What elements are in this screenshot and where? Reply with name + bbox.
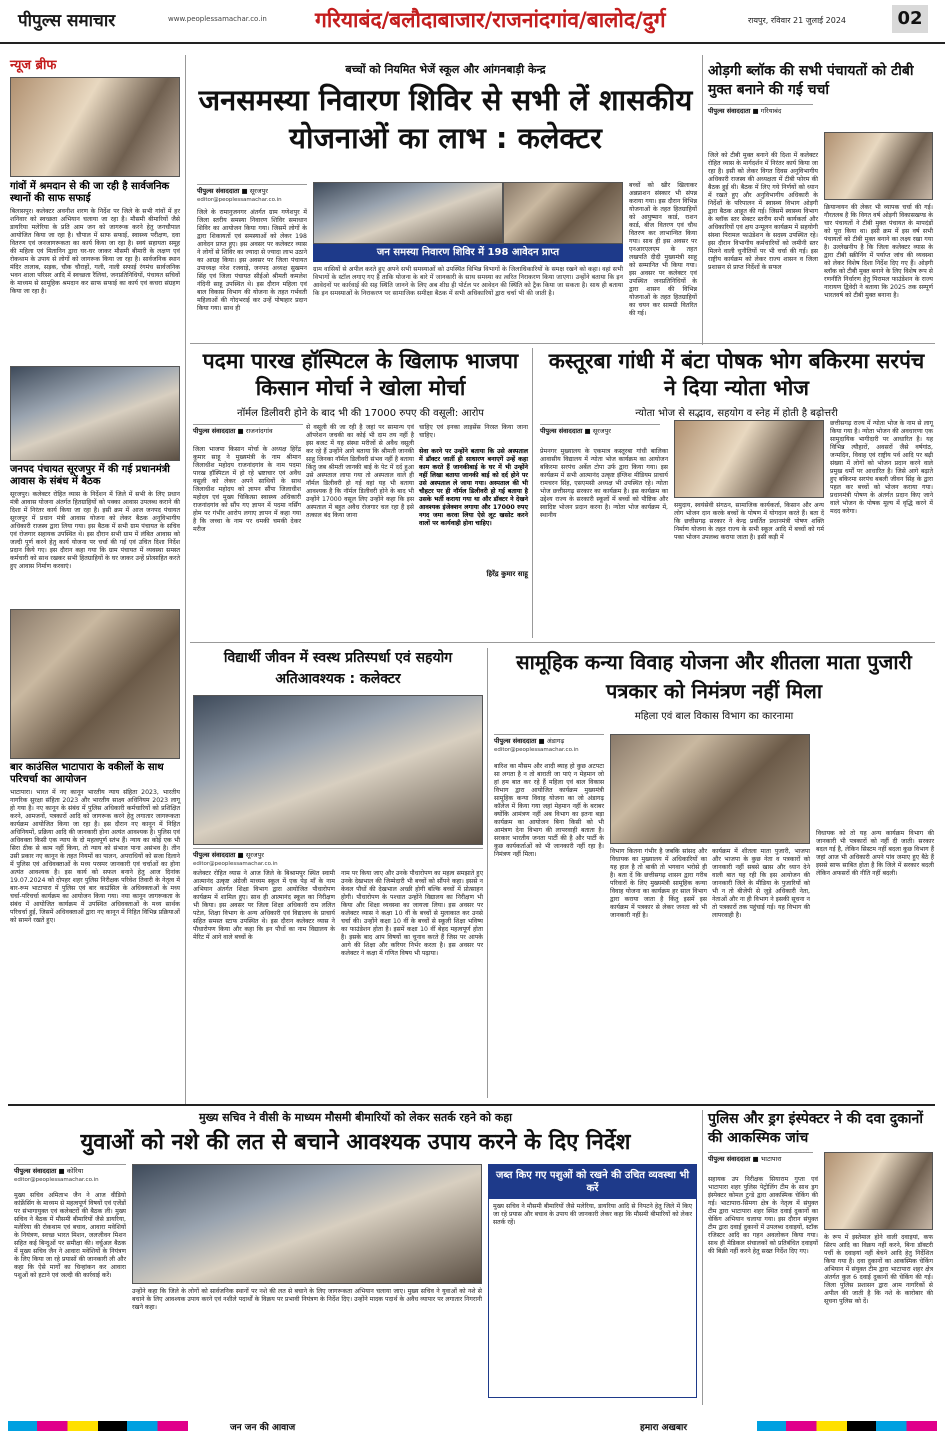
youth-story [14,1110,697,1405]
brief-photo-2 [10,366,180,461]
lead-photo-text: ग्राम वासियों से अपील करते हुए अपने सभी समस्याओं को उपस्थित विभिन्न विभागों के जिलाधिकारियों के समक्ष रखने को कहा। वहां सभी विभागों के स्टॉल लगाए गए हैं ताकि योजना के बारे में जानकारी के साथ समस्या का त्वरित निराकरण किया जाएगा। उन्होंने बताया कि इन आवेदनों पर कार्रवाई की सह स्थिति जानने के लिए अब शीघ्र ही पोर्टल पर आवेदन की स्थिति को ट्रैक किया जा सकता है। साथ ही बताया कि इन समस्याओं के निराकरण पर सामाजिक समीक्षा बैठक में सभी अधिकारियों द्वारा चर्चा भी की जाती है। [313,266,626,297]
padma-pullquote: सेवा करने पर उन्होंने बताया कि उसे अस्पताल में डॉक्टर जातीं ही साधारण बनाएगें उन्हें कहा काम करते हैं जानकीबाई के घर में भी उन्होंने नहीं लिखा बताया जानकी बाई को दर्द होने पर उसे अस्पताल ले जाया गया। अस्पताल की भी चौहटर पर ही नॉर्मल डिलीवरी हो गई बताया है उसके भर्ती कराया गया था और डॉक्टर ने देखने आवश्यक इंजेक्शन लगाया और 17000 रुपए नगद जमा करवा लिया ऐसे लूट खसोट करने वालों पर कार्यवाही होना चाहिए। [419,448,531,527]
brief-body-1: बिलासपुर। कलेक्टर अवनीश शरण के निर्देश पर जिले के सभी गांवों में हर शनिवार को स्वच्छता अभियान चलाया जा रहा है। मौसमी बीमारियों जैसे डायरिया मलेरिया के प्रति आम जन को जागरूक करने हेतु जनचौपाल आयोजित किया जा रहा है। चौपाल में साफ सफाई, स्वास्थ्य परीक्षण, दवा वितरण एवं जनजागरूकता का कार्य किया जा रहा है। स्वयं सहायता समूह की महिला एवं मितानिन द्वारा घर-घर जाकर मौसमी बीमारी के लक्षण एवं रोकथाम के उपाय से लोगों को जागरूक किया जा रहा है। सार्वजनिक स्थान मंदिर तालाब, सड़क, चौक चौराहों, गली, नाली सफाई रंगमंच सार्वजनिक भवन शाला परिसर आदि में स्वच्छता रैलियां, जनप्रतिनिधियों, पंचायत सचिवों के माध्यम से सामूहिक श्रमदान कर साफ सफाई का कार्य एवं कचरा संग्रहण किया जा रहा है। [10,208,182,295]
youth-box-text: मुख्य सचिव ने मौसमी बीमारियों जैसे मलेरिया, डायरिया आदि से निपटने हेतु जिले में किए जा रहे प्रयास और बचाव के उपाय की जानकारी लेकर कहा कि मौसमी बीमारियों को लेकर सतर्क रहें। [493,1203,694,1226]
police-photo [824,1152,933,1230]
column-divider [185,55,186,1105]
youth-byline-place: कोरिया [66,1167,84,1175]
tb-story [708,62,933,337]
column-divider-4 [487,648,488,1098]
marriage-byline: पीपुल्स संवाददाता ■ अंडागढ़ editor@peoplessamachar.co.in [494,734,604,755]
lead-story [193,62,699,317]
tb-byline-place: गरियाबंद [760,107,782,115]
tb-byline-name: पीपुल्स संवाददाता [708,107,751,115]
student-headline: विद्यार्थी जीवन में स्वस्थ प्रतिस्पर्धा एवं सहयोग अतिआवश्यक : कलेक्टर [223,650,453,687]
kasturba-byline-name: पीपुल्स संवाददाता [540,427,583,435]
student-email: editor@peoplessamachar.co.in [193,861,278,867]
footer-right-text: हमारा अखबार [640,1423,688,1433]
brief-photo-3 [10,609,180,759]
youth-kicker: मुख्य सचिव ने वीसी के माध्यम मौसमी बीमारियों को लेकर सतर्क रहने को कहा [198,1111,513,1124]
padma-story [193,348,531,638]
brief-headline-3: बार काउंसिल भाटापारा के वकीलों के साथ परिचर्चा का आयोजन [10,762,164,785]
youth-body-2: उन्होंने कहा कि जिले के लोगों को सार्वजनिक स्थानों पर नशे की लत से बचाने के लिए जागरूकता अभियान चलाया जाए। मुख्य सचिव ने युवाओं को नशे से बचाने के लिए आवश्यक उपाय करने एवं नशीले पदार्थों के विक्रय पर प्रभावी नियंत्रण के निर्देश दिए। उन्होंने मादक पदार्थ के अवैध व्यापार पर लगातार निगरानी रखने कहा। [132,1288,484,1311]
police-story [708,1110,933,1405]
marriage-story [494,648,934,1098]
row-divider-3 [8,1104,935,1106]
police-headline: पुलिस और ड्रग इंस्पेक्टर ने की दवा दुकानों की आकस्मिक जांच [708,1111,923,1146]
marriage-email: editor@peoplessamachar.co.in [494,747,579,753]
website: www.peoplessamachar.co.in [168,15,267,23]
kasturba-byline-place: सूरजपुर [592,427,611,435]
column-divider-2 [702,55,703,345]
marriage-body-3: कार्यक्रम में शीतला माता पुजारी, भाजपा और भाजपा के कुछ नेता व पत्रकारों को जानकारी नहीं सबसे खास और ध्यान देने वाली बात यह रही कि इस आयोजन की जानकारी जिले के मीडिया के पुजारियों को भी न तो बीजेपी से जुड़े अधिकारी नेता, नेताओं और ना ही विभाग ने इसकी सूचना न तो पत्रकारों तक पहुंचाई गई। यह विभाग की लापरवाही है। [712,848,812,919]
padma-byline-place: राजनांदगांव [245,427,273,435]
padma-subhead: नॉर्मल डिलीवरी होने के बाद भी की 17000 रुपए की वसूली: आरोप [237,408,484,419]
lead-byline: पीपुल्स संवाददाता ■ सूरजपुर editor@peoplessamachar.co.in [197,184,307,205]
lead-photo-caption: जन समस्या निवारण शिविर में 198 आवेदन प्राप्त [313,244,623,262]
column-divider-5 [702,1110,703,1405]
lead-photo-2 [503,182,623,244]
brief-body-2: सूरजपुर। कलेक्टर रोहित व्यास के निर्देशन में जिले में सभी के लिए प्रधान मंत्री आवास योजना अंतर्गत हितग्राहियों को पक्का आवास उपलब्ध कराने की दिशा में निरंतर कार्य किया जा रहा है। इसी क्रम में आज जनपद पंचायत सूरजपुर में प्रधान मंत्री आवास योजना को लेकर बैठक अनुविभागीय अधिकारी राजस्व द्वारा लिया गया। इस बैठक में सभी ग्राम पंचायत के सचिव एवं रोजगार सहायक उपस्थित थे। इस दौरान सभी ग्राम में लंबित आवास को जल्दी पूर्ण करने हेतु कार्य योजना पर चर्चा की गई एवं उचित दिशा निर्देश प्रदान किये गए। इस दौरान कहा गया कि ग्राम पंचायत में व्यवस्था समस्त कर्मचारी को साथ रखकर सभी हितग्राहियों के घर जाकर उन्हें प्रोत्साहित करते हुए आवास निर्माण करवाएं। [10,491,182,570]
tb-headline: ओड़गी ब्लॉक की सभी पंचायतों को टीबी मुक्त बनाने की गई चर्चा [708,63,914,98]
marriage-byline-place: अंडागढ़ [546,737,565,745]
marriage-body-4: विधायक को तो यह अन्य कार्यक्रम विभाग की जानकारी भी पत्रकारों को नहीं दी जाती। सरकार बदल गई है, लेकिन सिस्टम नहीं बदला कुछ विभाग हैं जहां आज भी अधिकारी अपने पांव जमाए हुए बैठे हैं इससे साफ साबित होता है कि जिले में सरकार बदली लेकिन अफसरों की नीति नहीं बदली। [816,830,936,877]
tb-photo [824,132,933,200]
padma-byline-name: पीपुल्स संवाददाता [193,427,236,435]
brief-headline-1: गांवों में श्रमदान से की जा रही है सार्वजनिक स्थानों की साफ सफाई [10,181,170,204]
police-byline-place: भाटापारा [760,1155,782,1163]
dateline: रायपुर, रविवार 21 जुलाई 2024 [748,16,846,25]
lead-headline: जनसमस्या निवारण शिविर से सभी लें शासकीय योजनाओं का लाभ : कलेक्टर [198,83,693,155]
byline-place: सूरजपुर [249,187,268,195]
youth-byline-name: पीपुल्स संवाददाता [14,1167,57,1175]
youth-box [488,1164,697,1398]
police-byline-name: पीपुल्स संवाददाता [708,1155,751,1163]
police-body-1: सहायक उप निरीक्षक सियाराम गुप्ता एवं भाटापारा शहर पुलिस पेट्रोलिंग टीम के साथ ड्रग इंस्पेक्टर कोमल टुन्डे द्वारा आकस्मिक चेकिंग की गई। भाटापारा-सिमगा क्षेत्र के नेतृत्व में संयुक्त टीम द्वारा भाटापारा शहर स्थित दवाई दुकानों का चेकिंग अभियान चलाया गया। इस दौरान संयुक्त टीम द्वारा दवाई दुकानों में उपलब्ध दवाइयों, स्टॉक रजिस्टर आदि का गहन अवलोकन किया गया। साथ ही मेडिकल संचालकों को प्रतिबंधित दवाइयों की बिक्री नहीं करने हेतु सख्त निर्देश दिए गए। [708,1176,820,1255]
student-photo [193,695,483,845]
brief-body-3: भाटापारा। भारत में नए कानून भारतीय न्याय संहिता 2023, भारतीय नागरिक सुरक्षा संहिता 2023 और भारतीय साक्ष्य अधिनियम 2023 लागू हो गया है। नए कानून के संबंध में पुलिस अधिकारी कर्मचारियों को प्रशिक्षित करने, आमजनों, पत्रकारों आदि को जागरूक करने हेतु लगातार जागरूकता कार्यक्रम आयोजित किया जा रहा है। इस दौरान नए कानून में निहित अधिनियमों, प्रक्रिया आदि की जानकारी होना अत्यंत आवश्यक है। पुलिस एवं अधिवक्ता किसी एक न्याय के दो महत्वपूर्ण स्तंभ हैं। न्याय का कोई एक भी सिरा ठीक से काम नहीं किया, तो न्याय को संभाल पाना असंभव है। तीन उसी प्रकार नए कानून के तहत नियमों का पालन, अपराधियों को सजा दिलाने में पुलिस एवं अधिवक्ताओं के मध्य परस्पर जानकारी एवं चर्चाओं का होना अत्यंत आवश्यक है। इस कार्य को सफल बनाने हेतु आज दिनांक 19.07.2024 को दोपहर शहर पुलिस निरीक्षक परिवेश तिवारी के नेतृत्व में बार-रूम भाटापारा में पुलिस एवं बार काउंसिल के अधिवक्ताओं के मध्य चर्चा-परिचर्चा कार्यक्रम का आयोजन किया गया। नया कानून जागरूकता के संबंध में आयोजित कार्यक्रम में उपस्थित अधिवक्ताओं के मध्य सार्थक परिचर्चा हुई, जिसमें अधिवक्ताओं द्वारा नए कानून में निहित विभिन्न प्रक्रियाओं को सामने रखते हुए। [10,789,182,924]
lead-photo [313,182,503,244]
kasturba-byline: पीपुल्स संवाददाता ■ सूरजपुर [540,424,660,436]
padma-byline: पीपुल्स संवाददाता ■ राजनांदगांव [193,424,303,436]
student-story [193,648,483,1098]
marriage-photo [610,734,810,844]
row-divider-2 [190,642,935,643]
student-body-1: कलेक्टर रोहित व्यास ने आज जिले के बिश्रामपुर स्थित स्वामी आत्मानंद उत्कृष्ट अंग्रेजी माध्यम स्कूल में एक पेड़ माँ के नाम अभियान अंतर्गत शिक्षा विभाग द्वारा आयोजित पौधारोपण कार्यक्रम में शामिल हुए। साथ ही आत्मानंद स्कूल का निरीक्षण भी किया। इस अवसर पर जिला शिक्षा अधिकारी राम ललित पटेल, शिक्षा विभाग के अन्य अधिकारी एवं विद्यालय के प्राचार्य सहित समस्त स्टाफ उपस्थित थे। इस दौरान कलेक्टर व्यास ने पौधारोपण किया और कहा कि इन पौधों का नाम विद्यालय के मेरिट में आने वाले बच्चों के [193,870,337,941]
lead-body-2: बच्चों को खीर खिलाकर अन्नप्राशन संस्कार भी संपन्न कराया गया। इस दौरान विभिन्न योजनाओं के तहत हितग्राहियों को आयुष्मान कार्ड, राशन कार्ड, बीज वितरण एवं चौथ वितरण कर लाभान्वित किया गया। साथ ही इस अवसर पर एनआरएलएम के तहत लखपति दीदी मुख्यमंत्री साहू को सम्मानित भी किया गया। इस अवसर पर कलेक्टर एवं उपस्थित जनप्रतिनिधियों के द्वारा शासन की विभिन्न योजनाओं के तहत हितग्राहियों का चयन कर सामग्री वितरित की गई। [629,182,699,317]
byline-name: पीपुल्स संवाददाता [197,187,240,195]
youth-headline: युवाओं को नशे की लत से बचाने आवश्यक उपाय करने के दिए निर्देश [80,1130,631,1155]
lead-story-bottom-text [313,310,693,340]
footer-color-bar-left [8,1421,188,1431]
kasturba-body-2: समुदाय, स्वयंसेवी संगठन, सामाजिक कार्यकर्ता, किसान और अन्य लोग भोजन दान करके बच्चों के पोषण में योगदान करते हैं। बता दें कि छत्तीसगढ़ सरकार ने केन्द्र प्रवर्तित प्रधानमंत्री पोषण शक्ति निर्माण योजना के तहत राज्य के सभी स्कूल आदि में बच्चों को गर्म पका भोजन उपलब्ध कराया जाता है। इसी कड़ी में [674,502,826,541]
lead-kicker: बच्चों को नियमित भेजें स्कूल और आंगनबाड़ी केन्द्र [345,63,546,76]
lead-body-1: जिले के रामानुजनगर अंतर्गत ग्राम गणेशपुर में जिला स्तरीय समस्या निवारण शिविर समाधान शिविर का आयोजन किया गया। जिसमें लोगों के द्वारा शिकायतों एवं समस्याओं को लेकर 198 आवेदन प्राप्त हुए। इस अवसर पर कलेक्टर व्यास ने लोगों से शिविर का ज्यादा से ज्यादा लाभ उठाने का आग्रह किया। इस अवसर पर जिला पंचायत उपाध्यक्ष नरेश रजवाड़े, जनपद अध्यक्ष सुखमन सिंह एवं जिला पंचायत सीईओ श्रीमती कमलेश नंदिनी साहू उपस्थित थे। इस दौरान महिला एवं बाल विकास विभाग की योजना के तहत गर्भवती महिलाओं की गोदभराई कर उन्हें पोषाहार प्रदान किया गया। साथ ही [197,209,309,312]
brief-photo-1 [10,77,180,177]
youth-body-1: मुख्य सचिव अमिताभ जैन ने आज वीडियो कांफ्रेंसिंग के माध्यम से महत्वपूर्ण विषयों एवं एजेंडों पर संभागायुक्त एवं कलेक्टरों की बैठक ली। मुख्य सचिव ने बैठक में मौसमी बीमारियों जैसे डायरिया, मलेरिया की रोकथाम एवं बचाव, आवारा मवेशियों के नियंत्रण, स्वच्छ भारत मिशन, जलजीवन मिशन सहित कई बिन्दुओं पर समीक्षा की। वर्चुअल बैठक में मुख्य सचिव जैन ने आवारा मवेशियों के नियंत्रण के लिए किया जा रहे प्रयासों की जानकारी ली और कहा कि ऐसे मार्गों का चिन्हांकन कर आवारा पशुओं को हटाने एवं जल्दी की कार्रवाई करें। [14,1192,128,1279]
brief-headline-2: जनपद पंचायत सूरजपुर में की गई प्रधानमंत्री आवास के संबंध में बैठक [10,464,170,487]
row-divider-1 [190,343,935,344]
padma-body-1: जिला भाजपा किसान मोर्चा के अध्यक्ष हिरेंद्र कुमार साहू ने मुख्यमंत्री के नाम श्रीमान जिलाधीश महोदय राजनांदगांव के नाम पदमा पारख हॉस्पिटल में हो रहे भ्रष्टाचार एवं अवैध वसूली को लेकर अपने साथियों के साथ जिलाधीश महोदय को ज्ञापन सौंपा जिलाधीश महोदय एवं मुख्य चिकित्सा स्वास्थ्य अधिकारी राजनांदगांव को सौंप गए ज्ञापन में पदमा नर्सिंग होम पर गंभीर आरोप लगाए ज्ञापन में कहा गया है कि जच्चा के नाम पर धमकी चमकी देकर मरीज [193,446,303,533]
police-byline: पीपुल्स संवाददाता ■ भाटापारा [708,1152,813,1164]
byline-email: editor@peoplessamachar.co.in [197,197,282,203]
youth-byline: पीपुल्स संवाददाता ■ कोरिया editor@peoplessamachar.co.in [14,1164,126,1185]
tb-body-1: जिले को टीबी मुक्त बनाने की दिशा में कलेक्टर रोहित व्यास के मार्गदर्शन में निरंतर कार्य किया जा रहा है। इसी को लेकर विगत दिवस अनुविभागीय अधिकारी राजस्व की अध्यक्षता में टीबी फोरम की बैठक हुई थी। बैठक में लिए गये निर्णयों को ध्यान में रखते हुए और अनुविभागीय अधिकारी के निर्देशों के परिपालन में स्वास्थ्य विभाग ओड़गी द्वारा बैठक आहूत की गई। जिसमें स्वास्थ्य विभाग के ब्लॉक स्तर सेक्टर स्तरीय सभी कार्यकर्ता और अधिकारियों एवं क्षय उन्मूलन कार्यक्रम में सहयोगी संस्था पिरामल फाउंडेशन के सदस्य उपस्थित रहे। इस दौरान विभागीय कर्मचारियों को जमीनी स्तर मिलने वाली चुनौतियों पर भी चर्चा की गई। इस राष्ट्रीय कार्यक्रम को लेकर राज्य शासन व जिला प्रशासन से प्राप्त निर्देशों के सफल [708,152,820,271]
student-byline: पीपुल्स संवाददाता ■ सूरजपुर editor@peoplessamachar.co.in [193,848,483,869]
masthead [0,0,945,44]
marriage-headline: सामूहिक कन्या विवाह योजना और शीतला माता पुजारी पत्रकार को निमंत्रण नहीं मिला [516,650,912,703]
news-brief-column [10,55,180,1105]
footer [0,1413,945,1445]
padma-pullquote-author: हिरेंद्र कुमार साहू [486,570,528,578]
youth-email: editor@peoplessamachar.co.in [14,1177,99,1183]
marriage-body-2: विभाग कितना गंभीर है जबकि सांसद और विधायक का मुख्यालय में अधिकारियों का यह हाल है तो बाकी तो भगवान भरोसे ही है। बता दें कि छत्तीसगढ़ शासन द्वारा गरीब परिवारों के लिए मुख्यमंत्री सामूहिक कन्या विवाह योजना का कार्यक्रम हर साल विभाग द्वारा कराया जाता है किंतु इसमें इस कार्यक्रम में पत्रकार से लेकर जनता को भी जानकारी नहीं है। [610,848,709,919]
youth-box-title: जब्त किए गए पशुओं को रखने की उचित व्यवस्था भी करें [489,1165,696,1199]
paper-name: पीपुल्स समाचार [18,11,116,31]
padma-headline: पदमा पारख हॉस्पिटल के खिलाफ भाजपा किसान मोर्चा ने खोला मोर्चा [202,349,519,400]
column-divider-3 [532,348,533,638]
marriage-subhead: महिला एवं बाल विकास विभाग का कारनामा [634,711,794,722]
marriage-byline-name: पीपुल्स संवाददाता [494,737,537,745]
police-body-2: के रूप में इस्तेमाल होने वाली दवाइयां, कफ सिरप आदि का विक्रय नहीं करने, बिना डॉक्टरी पर्ची के दवाइयां नहीं बेचने आदि हेतु निर्देशित किया गया है। दवा दुकानों का आकस्मिक चेकिंग अभियान में संयुक्त टीम द्वारा भाटापारा शहर क्षेत्र अंतर्गत कुल 6 दवाई दुकानों की चेकिंग की गई। जिला पुलिस प्रशासन द्वारा आम नागरिकों से अपील की जाती है कि नशे के कारोबार की सूचना पुलिस को दें। [824,1234,935,1305]
footer-color-bar-right [757,1421,937,1431]
kasturba-subhead: न्योता भोज से सद्भाव, सहयोग व स्नेह में होती है बढ़ोत्तरी [635,408,838,419]
kasturba-story [540,348,933,638]
padma-body-2: से वसूली की जा रही है जहां पर सामान्य एवं ऑपरेशन जचकी का कोई भी दाम तय नहीं है इस बजट में यह संस्था मरीजों से अवैध वसूली कर रहे हैं उन्होंने आगे बताया कि श्रीमती जानकी साहू जिनका नॉर्मल डिलीवरी संभव नहीं है बताया किंतु जब श्रीमती जानकी बाई के पेट में दर्द हुआ उसे अस्पताल लाया गया तो अस्पताल वाले ही नॉर्मल डिलीवरी हो गई वहां यह भी बताया आवश्यक है कि नॉर्मल डिलीवरी होने के बाद भी उन्होंने 17000 वसूल लिए उन्होंने कहा कि इस अस्पताल में बहुत अवैध रोजगार चल रहा है इसे तत्काल बंद किया जाना [306,424,416,519]
districts-title: गरियाबंद/बलौदाबाजार/राजनांदगांव/बालोद/दुर्ग [315,8,666,32]
youth-photo [132,1164,482,1284]
kasturba-body-3: छत्तीसगढ़ राज्य में न्योता भोज के नाम से लागू किया गया है। न्योता भोजन की अवधारणा एक सामुदायिक भागीदारी पर आधारित है। यह विभिन्न त्यौहारों, अवसरों जैसे वर्षगांठ, जन्मदिन, विवाह एवं राष्ट्रीय पर्व आदि पर बढ़ी संख्या में लोगों को भोजन प्रदान करने वाले प्रमुख धर्मों पर आधारित है। जिसे आगे बढ़ाते हुए बकिरमा सरपंच बबली जीवन सिंह के द्वारा पहल कर बच्चों को भोजन कराया गया। प्रधानमंत्री पोषण के अंतर्गत प्रदान किए जाने वाले भोजन के पोषक मूल्य में वृद्धि करने में मदद करेगा। [830,420,935,515]
tb-body-2: क्रियान्वयन की लेकर भी व्यापक चर्चा की गई। गौरतलब है कि विगत वर्ष ओड़गी विकासखण्ड के चार पंचायतों ने टीबी मुक्त पंचायत के मापदंडों को पूरा किया था। इसी क्रम में इस वर्ष सभी पंचायतों को टीबी मुक्त बनाने का लक्ष्य रखा गया है। उल्लेखनीय है कि जिला कलेक्टर व्यास के द्वारा टीबी स्क्रीनिंग में पर्याप्त जांच की व्यवस्था को लेकर विशेष दिशा निर्देश दिए गए हैं। ओड़गी ब्लॉक को टीबी मुक्त बनाने के लिए विशेष रूप से रणनीति निर्धारण हेतु पिरामल फाउंडेशन के राज्य नारायण द्विवेदी ने बताया कि 2025 तक सम्पूर्ण भारतवर्ष को टीबी मुक्त बनाना है। [824,204,935,299]
student-byline-place: सूरजपुर [245,851,264,859]
marriage-body-1: बारिश का मौसम और शादी ब्याह हो कुछ अटपटा सा लगता है न तो बाराती जा पाएं न मेहमान जो हां हम बात कर रहे हैं महिला एवं बाल विकास विभाग द्वारा आयोजित कार्यक्रम मुख्यमंत्री सामूहिक कन्या विवाह योजना का जो अंडागढ़ कॉलेज में किया गया जहां मेहमान नहीं के बराबर क्योंकि आमंत्रण नहीं अब विभाग का इतना बड़ा कार्यक्रम का आयोजन बिना किसी को भी आमंत्रण देना विभाग की लापरवाही बताता है। सरकार भारतीय जनता पार्टी की है और पार्टी के कुछ कार्यकर्ताओं को भी जानकारी नहीं रहा है। निमंत्रण नहीं मिला। [494,763,606,858]
kasturba-headline: कस्तूरबा गांधी में बंटा पोषक भोग बकिरमा सरपंच ने दिया न्योता भोज [548,349,925,400]
padma-body-3: चाहिए एवं इनका लाइसेंस निरस्त किया जाना चाहिए। [419,424,530,439]
kasturba-photo [674,420,824,498]
news-brief-label: न्यूज ब्रीफ [10,58,57,73]
student-body-2: नाम पर किया जाए और उनके पौधारोपण का महत्व समझाते हुए उनके देखभाल की जिम्मेदारी भी बच्चों को सौंपने कहा। इससे न केवल पौधों की देखभाल अच्छी होगी बल्कि बच्चों में प्रोत्साहन होगी। पौधारोपण के पश्चात उन्होंने विद्यालय का निरीक्षण भी किया और शिक्षा व्यवस्था का जायजा लिया। इस अवसर पर कलेक्टर व्यास ने कक्षा 10 वीं के बच्चों से मुलाकात कर उनसे चर्चा की। उन्होंने कक्षा 10 वीं के बच्चों से स्कूली शिक्षा भविष्य का फाउंडेशन होता है। इसमें कक्षा 10 वीं बेहद महत्वपूर्ण होता है। इसके बाद आप विषयों का चुनाव करते हैं जिस पर आपके आगे की शिक्षा और करियर निर्भर करता है। इस अवसर पर कलेक्टर ने कक्षा में गणित विषय भी पढ़ाया। [341,870,485,957]
page-number: 02 [892,5,928,33]
kasturba-body-1: प्रेमनगर मुख्यालय के एकमात्र कस्तूरबा गांधी बालिका आवासीय विद्यालय में न्योता भोज कार्यक्रम का आयोजन बकिरमा सरपंच अर्बेल टोपा उर्फ द्वारा किया गया। इस कार्यक्रम में सभी आत्मानंद उत्कृष्ट इंग्लिश मीडियम प्राचार्य रामचरन सिंह, एसएमसी अध्यक्ष भी उपस्थित रहे। न्योता भोज छत्तीसगढ़ सरकार का कार्यक्रम है। इस कार्यक्रम का उद्देश्य राज्य के सरकारी स्कूलों में बच्चों को पौष्टिक और स्वादिष्ट भोजन प्रदान करना है। न्योता भोज कार्यक्रम में, स्थानीय [540,448,670,519]
footer-left-text: जन जन की आवाज [230,1423,296,1433]
tb-byline: पीपुल्स संवाददाता ■ गरियाबंद [708,104,813,116]
student-byline-name: पीपुल्स संवाददाता [193,851,236,859]
